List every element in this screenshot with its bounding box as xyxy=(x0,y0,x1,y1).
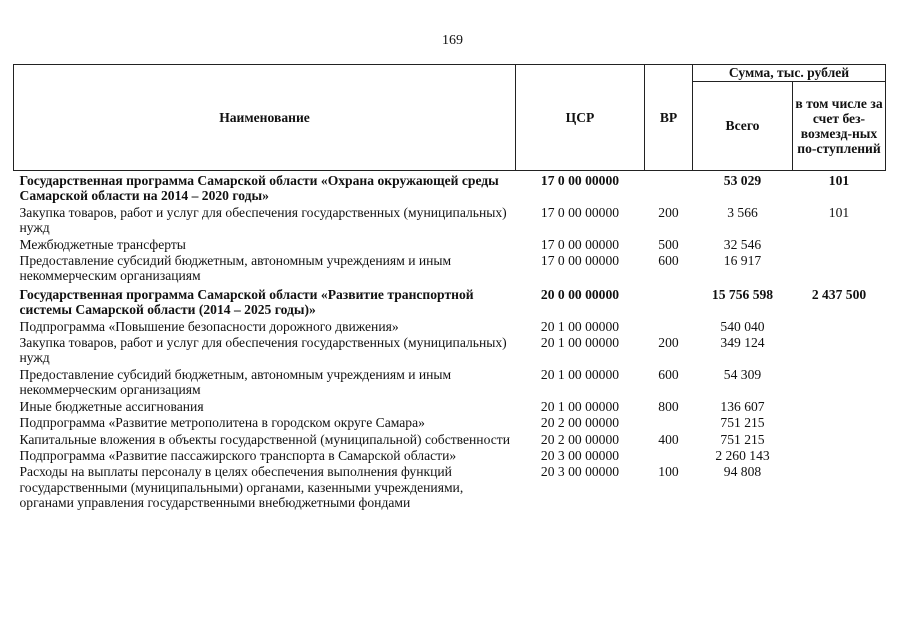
row-csr: 17 0 00 00000 xyxy=(540,173,620,188)
table-row xyxy=(14,367,886,399)
row-csr: 20 3 00 00000 xyxy=(540,447,620,463)
row-total: 53 029 xyxy=(723,173,762,188)
row-vr xyxy=(645,448,693,464)
row-vr: 200 xyxy=(658,335,679,351)
row-vr: 600 xyxy=(658,253,679,269)
row-total: 16 917 xyxy=(723,253,762,269)
row-total: 2 260 143 xyxy=(715,447,770,463)
header-total: Всего xyxy=(693,82,793,171)
row-name: Подпрограмма «Развитие пассажирского транспорта в Самарской области» xyxy=(19,447,457,463)
row-name: Подпрограмма «Повышение безопасности дорожного движения» xyxy=(19,318,399,334)
row-name: Иные бюджетные ассигнования xyxy=(19,398,204,414)
row-free xyxy=(793,253,886,285)
row-name: Предоставление субсидий бюджетным, автономным учреждениям и иным некоммерческим организациям xyxy=(19,366,452,398)
row-free xyxy=(793,319,886,335)
row-free xyxy=(793,399,886,415)
table-row xyxy=(14,432,886,448)
row-name: Предоставление субсидий бюджетным, автономным учреждениям и иным некоммерческим организациям xyxy=(19,253,452,284)
header-sum: Сумма, тыс. рублей xyxy=(693,65,886,82)
row-total: 751 215 xyxy=(720,431,765,447)
row-name: Капитальные вложения в объекты государственной (муниципальной) собственности xyxy=(19,431,510,447)
row-vr xyxy=(645,171,693,205)
row-vr: 500 xyxy=(658,236,679,252)
row-name: Межбюджетные трансферты xyxy=(19,236,186,252)
table-row xyxy=(14,464,886,511)
row-csr: 20 1 00 00000 xyxy=(540,398,620,414)
table-row xyxy=(14,415,886,431)
row-csr: 20 1 00 00000 xyxy=(540,335,620,351)
row-total: 94 808 xyxy=(723,464,762,480)
row-free: 101 xyxy=(828,173,850,188)
row-name: Закупка товаров, работ и услуг для обеспечения государственных (муниципальных) нужд xyxy=(19,204,507,236)
row-vr: 400 xyxy=(658,431,679,447)
row-vr: 200 xyxy=(658,204,679,220)
table-row xyxy=(14,205,886,237)
row-csr: 17 0 00 00000 xyxy=(540,236,620,252)
header-name: Наименование xyxy=(14,65,516,171)
row-csr: 17 0 00 00000 xyxy=(540,253,620,269)
row-name: Закупка товаров, работ и услуг для обеспечения государственных (муниципальных) нужд xyxy=(19,335,507,366)
row-free xyxy=(793,432,886,448)
row-name: Государственная программа Самарской области «Охрана окружающей среды Самарской области на 2014 – 2020 годы» xyxy=(19,173,499,204)
row-name: Государственная программа Самарской области «Развитие транспортной системы Самарской области (2014 – 2025 годы)» xyxy=(19,286,474,318)
row-vr xyxy=(645,319,693,335)
header-vr: ВР xyxy=(645,65,693,171)
table-row xyxy=(14,335,886,367)
row-csr: 17 0 00 00000 xyxy=(540,204,620,220)
row-free xyxy=(793,335,886,367)
row-vr: 800 xyxy=(658,398,679,414)
row-vr xyxy=(645,415,693,431)
row-name: Подпрограмма «Развитие метрополитена в городском округе Самара» xyxy=(19,415,425,431)
table-row xyxy=(14,237,886,253)
row-total: 15 756 598 xyxy=(711,286,774,302)
row-total: 751 215 xyxy=(720,415,765,431)
row-total: 349 124 xyxy=(720,335,765,351)
row-total: 3 566 xyxy=(727,204,758,220)
row-total: 540 040 xyxy=(720,318,765,334)
header-free: в том числе за счет без-возмезд-ных по-ступлений xyxy=(793,82,886,171)
table-row xyxy=(14,448,886,464)
row-total: 136 607 xyxy=(720,398,765,414)
row-free xyxy=(793,448,886,464)
row-csr: 20 2 00 00000 xyxy=(540,415,620,431)
row-free xyxy=(793,415,886,431)
row-free: 101 xyxy=(828,204,850,220)
row-csr: 20 3 00 00000 xyxy=(540,464,620,480)
row-vr xyxy=(645,285,693,319)
row-free xyxy=(793,237,886,253)
row-total: 54 309 xyxy=(723,366,762,382)
table-row xyxy=(14,399,886,415)
row-csr: 20 2 00 00000 xyxy=(540,431,620,447)
table-row xyxy=(14,171,886,205)
row-total: 32 546 xyxy=(723,236,762,252)
row-csr: 20 0 00 00000 xyxy=(540,286,620,302)
row-vr: 100 xyxy=(658,464,679,480)
row-free xyxy=(793,367,886,399)
row-vr: 600 xyxy=(658,366,679,382)
row-csr: 20 1 00 00000 xyxy=(540,366,620,382)
header-csr: ЦСР xyxy=(516,65,645,171)
page-number: 169 xyxy=(442,33,463,48)
row-csr: 20 1 00 00000 xyxy=(540,318,620,334)
table-row xyxy=(14,253,886,285)
table-row xyxy=(14,285,886,319)
row-name: Расходы на выплаты персоналу в целях обеспечения выполнения функций государственными (муниципальными) органами, казенными учреждениями, органами управления государственными внебюджетными фондами xyxy=(19,464,464,511)
table-row xyxy=(14,319,886,335)
row-free xyxy=(793,464,886,511)
row-free: 2 437 500 xyxy=(811,286,867,302)
budget-table xyxy=(13,64,886,512)
